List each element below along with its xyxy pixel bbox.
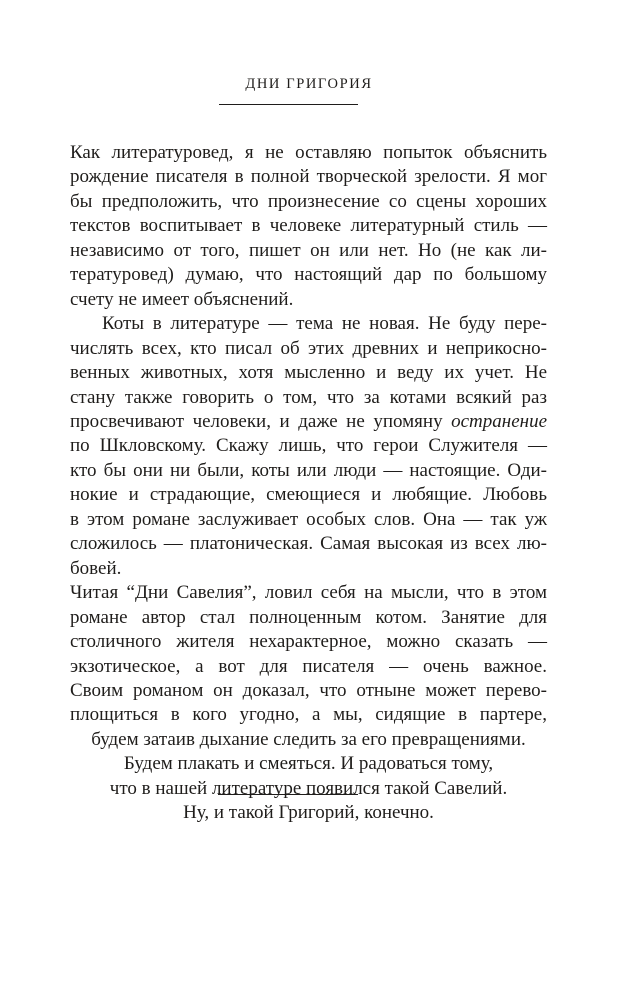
- italic-term: остранение: [451, 410, 547, 432]
- paragraph-1: [70, 141, 547, 312]
- text-line: бовей.: [70, 557, 122, 579]
- text-line: экзотическое, а вот для писателя — очень важное.: [70, 655, 547, 677]
- text-line: Как литературовед, я не оставляю попыток объяснить: [70, 142, 547, 163]
- text-line: бы предположить, что произнесение со сцены хороших: [70, 190, 547, 212]
- paragraph-3: [70, 581, 547, 752]
- text-line: в этом романе заслуживает особых слов. Она — так уж: [70, 508, 547, 530]
- text-line: романе автор стал полноценным котом. Занятие для: [70, 606, 547, 628]
- text-line: [70, 410, 547, 434]
- body-text: [70, 141, 547, 826]
- closing-rule: [218, 794, 358, 795]
- text-line: Своим романом он доказал, что отныне может перево-: [70, 679, 547, 701]
- text-line: текстов воспитывает в человеке литературный стиль —: [70, 215, 547, 237]
- text-line: независимо от того, пишет он или нет. Но (не как ли-: [70, 239, 547, 261]
- running-title: ДНИ ГРИГОРИЯ: [245, 76, 373, 92]
- text-line: Коты в литературе — тема не новая. Не буду пере-: [102, 313, 547, 335]
- text-line: нокие и страдающие, смеющиеся и любящие. Любовь: [70, 484, 547, 506]
- text-line: кто бы они ни были, коты или люди — настоящие. Оди-: [70, 459, 547, 481]
- text-line: Ну, и такой Григорий, конечно.: [183, 802, 434, 824]
- text-line: по Шкловскому. Скажу лишь, что герои Служителя —: [70, 435, 547, 457]
- header-rule: [219, 104, 358, 105]
- text-line: тературовед) думаю, что настоящий дар по большому: [70, 264, 547, 286]
- paragraph-4: [70, 752, 547, 825]
- text-line: венных животных, хотя мысленно и веду их учет. Не: [70, 362, 547, 384]
- text-line: столичного жителя нехарактерное, можно сказать —: [70, 631, 547, 653]
- text-line: стану также говорить о том, что за котами всякий раз: [70, 386, 547, 408]
- text-line: рождение писателя в полной творческой зрелости. Я мог: [70, 166, 547, 188]
- paragraph-2: [70, 312, 547, 581]
- text-line: счету не имеет объяснений.: [70, 288, 294, 310]
- text-line: Будем плакать и смеяться. И радоваться тому,: [123, 753, 494, 775]
- text-line: сложилось — платоническая. Самая высокая из всех лю-: [70, 533, 547, 555]
- text-line: будем затаив дыхание следить за его превращениями.: [91, 728, 526, 750]
- text-line: Читая “Дни Савелия”, ловил себя на мысли, что в этом: [70, 582, 547, 604]
- text-run: просвечивают человеки, и даже не упомяну: [70, 410, 452, 432]
- text-line: что в нашей литературе появился такой Савелий.: [109, 777, 508, 799]
- text-line: площиться в кого угодно, а мы, сидящие в партере,: [70, 704, 547, 726]
- text-line: числять всех, кто писал об этих древних и неприкосно-: [70, 337, 547, 359]
